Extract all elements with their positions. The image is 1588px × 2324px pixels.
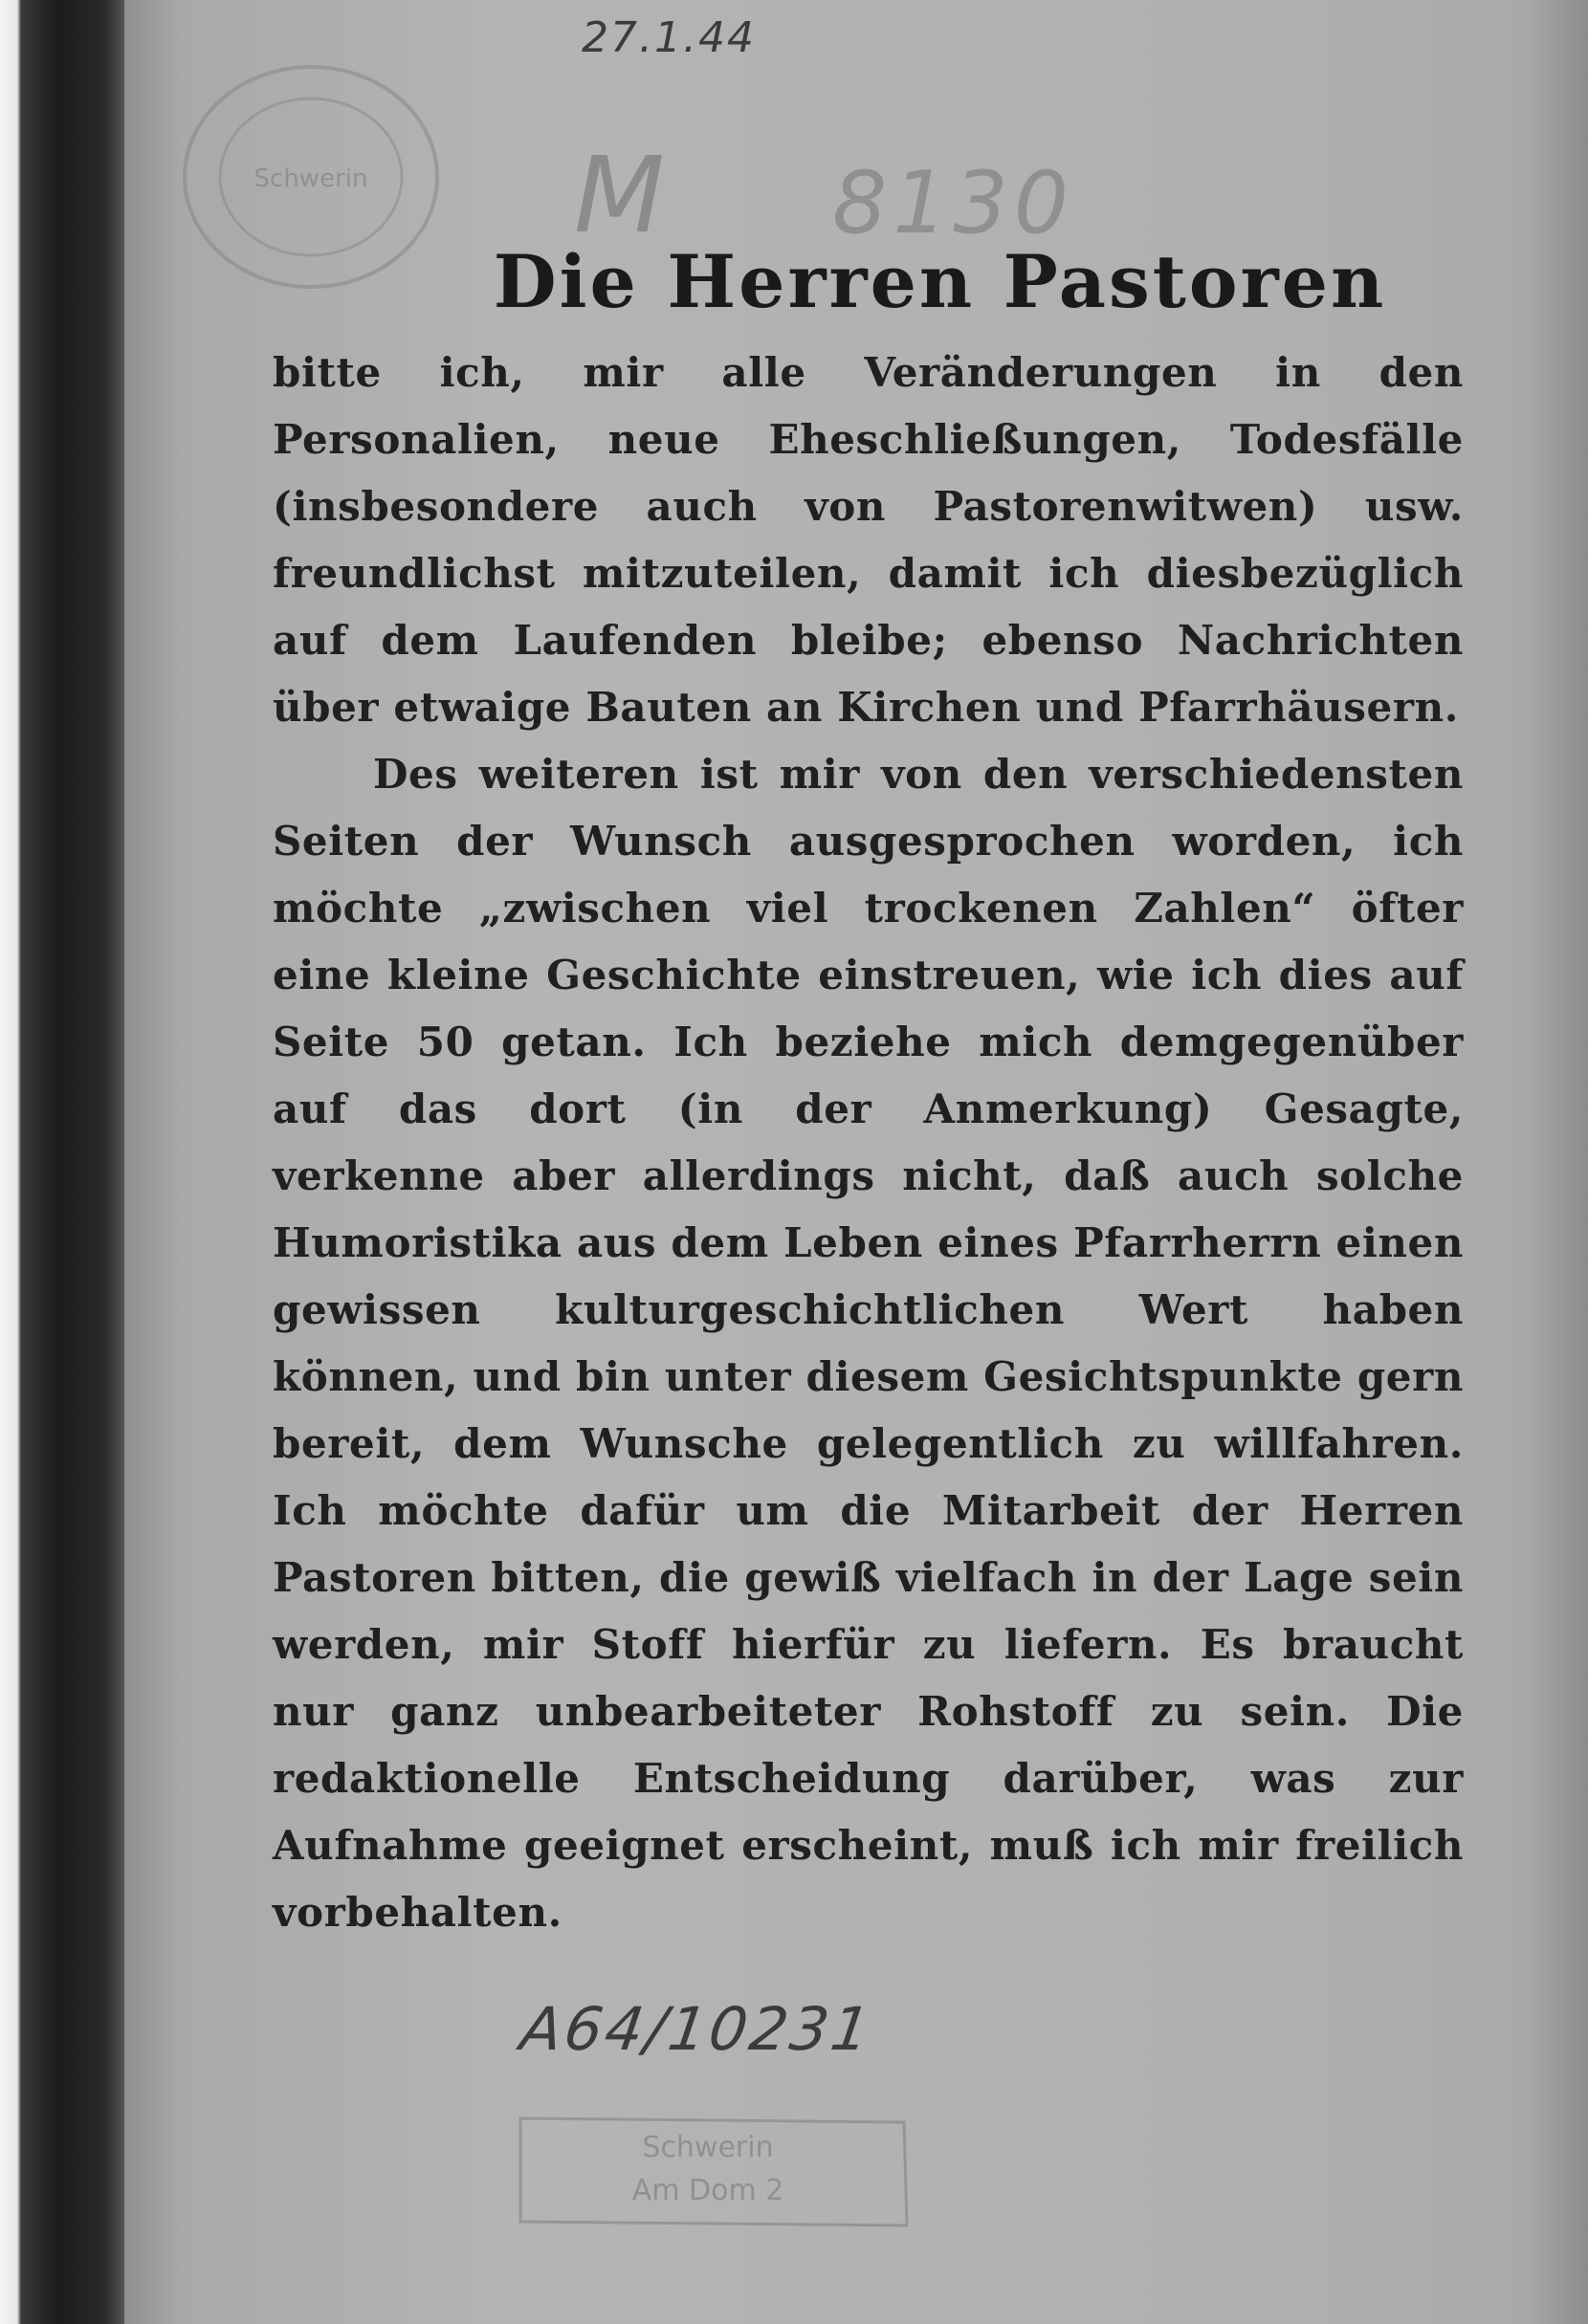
handwritten-shelf-number: 8130 <box>832 153 1075 253</box>
page-edge <box>1531 0 1588 2324</box>
document-body <box>273 239 1464 1946</box>
paragraph-2: Des weiteren ist mir von den verschiedensten Seiten der Wunsch ausgesprochen worden, ich möchte „zwischen viel trockenen Zahlen“ öfter eine kleine Geschichte einstreuen, wie ich dies auf Seite 50 getan. Ich beziehe mich demgegenüber auf das dort (in der Anmerkung) Gesagte, verkenne aber allerdings nicht, daß auch solche Humoristika aus dem Leben eines Pfarrherrn einen gewissen kulturgeschichtlichen Wert haben können, und bin unter diesem Gesichtspunkte gern bereit, dem Wunsche gelegentlich zu willfahren. Ich möchte dafür um die Mitarbeit der Herren Pastoren bitten, die gewiß vielfach in der Lage sein werden, mir Stoff hierfür zu liefern. Es braucht nur ganz unbearbeiteter Rohstoff zu sein. Die redaktionelle Entscheidung darüber, was zur Aufnahme geeignet erscheint, muß ich mir freilich vorbehalten. <box>273 751 1464 1936</box>
handwritten-date: 27.1.44 <box>582 13 756 62</box>
handwritten-mark: M <box>574 134 665 256</box>
rect-stamp-line-2: Am Dom 2 <box>631 2174 784 2207</box>
paragraph-1: bitte ich, mir alle Veränderungen in den Personalien, neue Eheschließungen, Todesfälle (insbesondere auch von Pastorenwitwen) usw. freundlichst mitzuteilen, damit ich diesbezüglich auf dem Laufenden bleibe; ebenso Nachrichten über etwaige Bauten an Kirchen und Pfarrhäusern. <box>273 349 1464 731</box>
page-title: Die Herren Pastoren <box>493 239 1387 324</box>
rectangular-address-stamp <box>517 2109 918 2233</box>
round-stamp-text: Schwerin <box>254 164 368 193</box>
handwritten-signature: A64/10231 <box>516 1994 877 2064</box>
book-binding <box>0 0 134 2324</box>
rect-stamp-line-1: Schwerin <box>642 2131 774 2164</box>
